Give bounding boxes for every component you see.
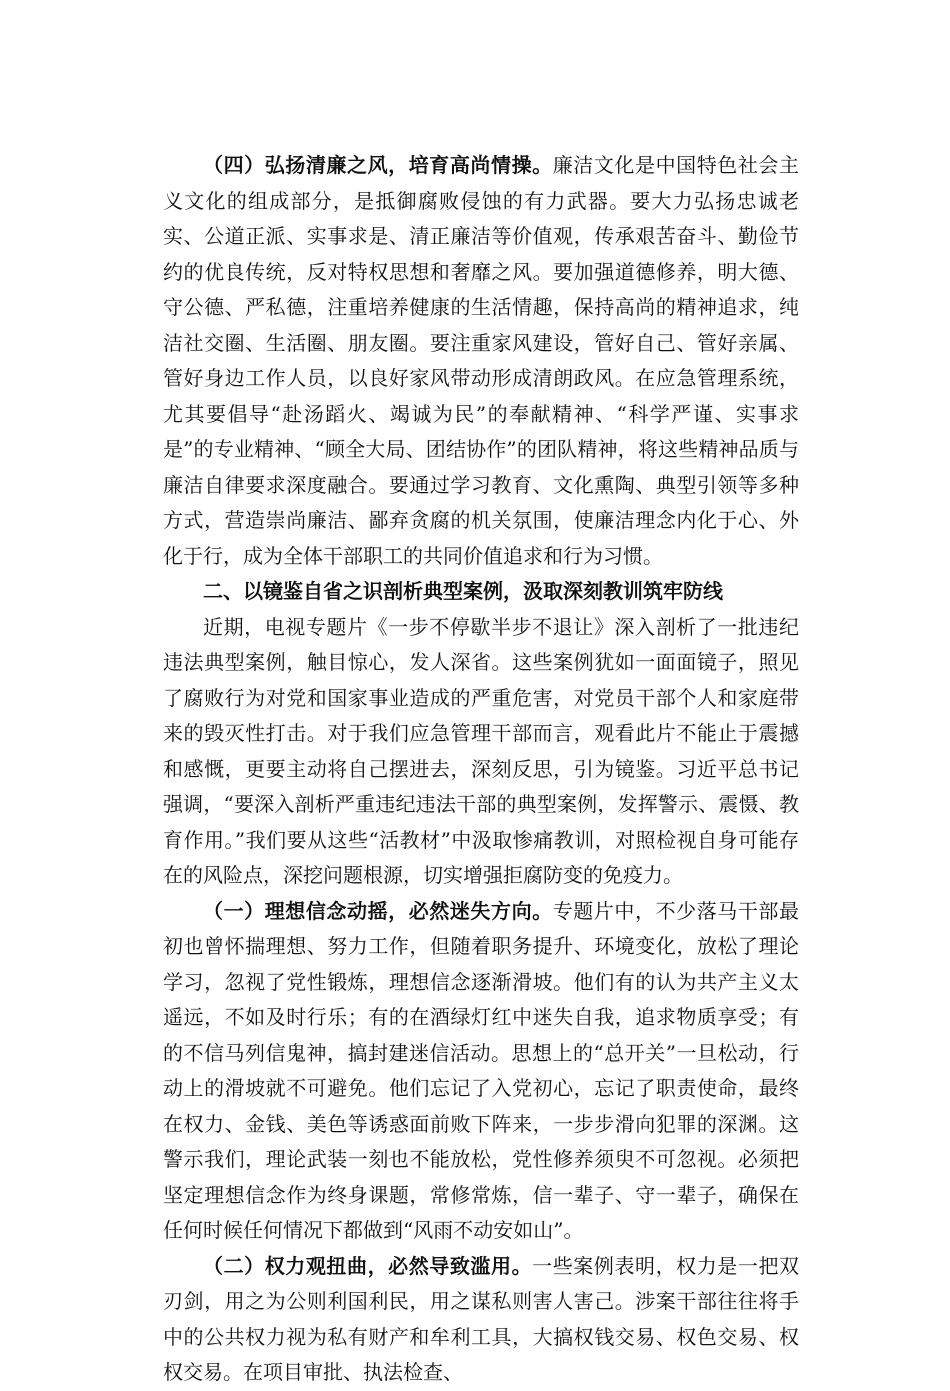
paragraph-body-text: 近期，电视专题片《一步不停歇半步不退让》深入剖析了一批违纪违法典型案例，触目惊心，发人深省。这些案例犹如一面面镜子，照见了腐败行为对党和国家事业造成的严重危害，对党员干部个人和家庭带来的毁灭性打击。对于我们应急管理干部而言，观看此片不能止于震撼和感慨，更要主动将自己摆进去，深刻反思，引为镜鉴。习近平总书记强调，“要深入剖析严重违纪违法干部的典型案例，发挥警示、震慑、教育作用。”我们要从这些“活教材”中汲取惨痛教训，对照检视自身可能存在的风险点，深挖问题根源，切实增强拒腐防变的免疫力。 <box>163 614 799 887</box>
paragraph-section-4 <box>163 148 799 574</box>
paragraph-body-text: 廉洁文化是中国特色社会主义文化的组成部分，是抵御腐败侵蚀的有力武器。要大力弘扬忠诚老实、公道正派、实事求是、清正廉洁等价值观，传承艰苦奋斗、勤俭节约的优良传统，反对特权思想和奢靡之风。要加强道德修养，明大德、守公德、严私德，注重培养健康的生活情趣，保持高尚的精神追求，纯洁社交圈、生活圈、朋友圈。要注重家风建设，管好自己、管好亲属、管好身边工作人员，以良好家风带动形成清朗政风。在应急管理系统，尤其要倡导“赴汤蹈火、竭诚为民”的奉献精神、“科学严谨、实事求是”的专业精神、“顾全大局、团结协作”的团队精神，将这些精神品质与廉洁自律要求深度融合。要通过学习教育、文化熏陶、典型引领等多种方式，营造崇尚廉洁、鄙弃贪腐的机关氛围，使廉洁理念内化于心、外化于行，成为全体干部职工的共同价值追求和行为习惯。 <box>163 153 800 568</box>
paragraph-case-analysis-intro <box>163 610 799 894</box>
section-heading-2: 二、以镜鉴自省之识剖析典型案例，汲取深刻教训筑牢防线 <box>203 579 723 603</box>
paragraph-subsection-2 <box>163 1249 799 1391</box>
document-page <box>163 148 799 1391</box>
paragraph-lead-heading: （四）弘扬清廉之风，培育高尚情操。 <box>203 153 553 177</box>
paragraph-subsection-1 <box>163 894 799 1249</box>
paragraph-lead-heading: （二）权力观扭曲，必然导致滥用。 <box>203 1253 533 1278</box>
paragraph-body-text: 专题片中，不少落马干部最初也曾怀揣理想、努力工作，但随着职务提升、环境变化，放松了理论学习，忽视了党性锻炼，理想信念逐渐滑坡。他们有的认为共产主义太遥远，不如及时行乐；有的在酒绿灯红中迷失自我，追求物质享受；有的不信马列信鬼神，搞封建迷信活动。思想上的“总开关”一旦松动，行动上的滑坡就不可避免。他们忘记了入党初心，忘记了职责使命，最终在权力、金钱、美色等诱惑面前败下阵来，一步步滑向犯罪的深渊。这警示我们，理论武装一刻也不能放松，党性修养须臾不可忽视。必须把坚定理想信念作为终身课题，常修常炼，信一辈子、守一辈子，确保在任何时候任何情况下都做到“风雨不动安如山”。 <box>163 898 800 1242</box>
paragraph-body-text: 一些案例表明，权力是一把双刃剑，用之为公则利国利民，用之谋私则害人害己。涉案干部往往将手中的公共权力视为私有财产和牟利工具，大搞权钱交易、权色交易、权权交易。在项目审批、执法检查、 <box>163 1253 800 1384</box>
paragraph-lead-heading: （一）理想信念动摇，必然迷失方向。 <box>203 898 553 923</box>
